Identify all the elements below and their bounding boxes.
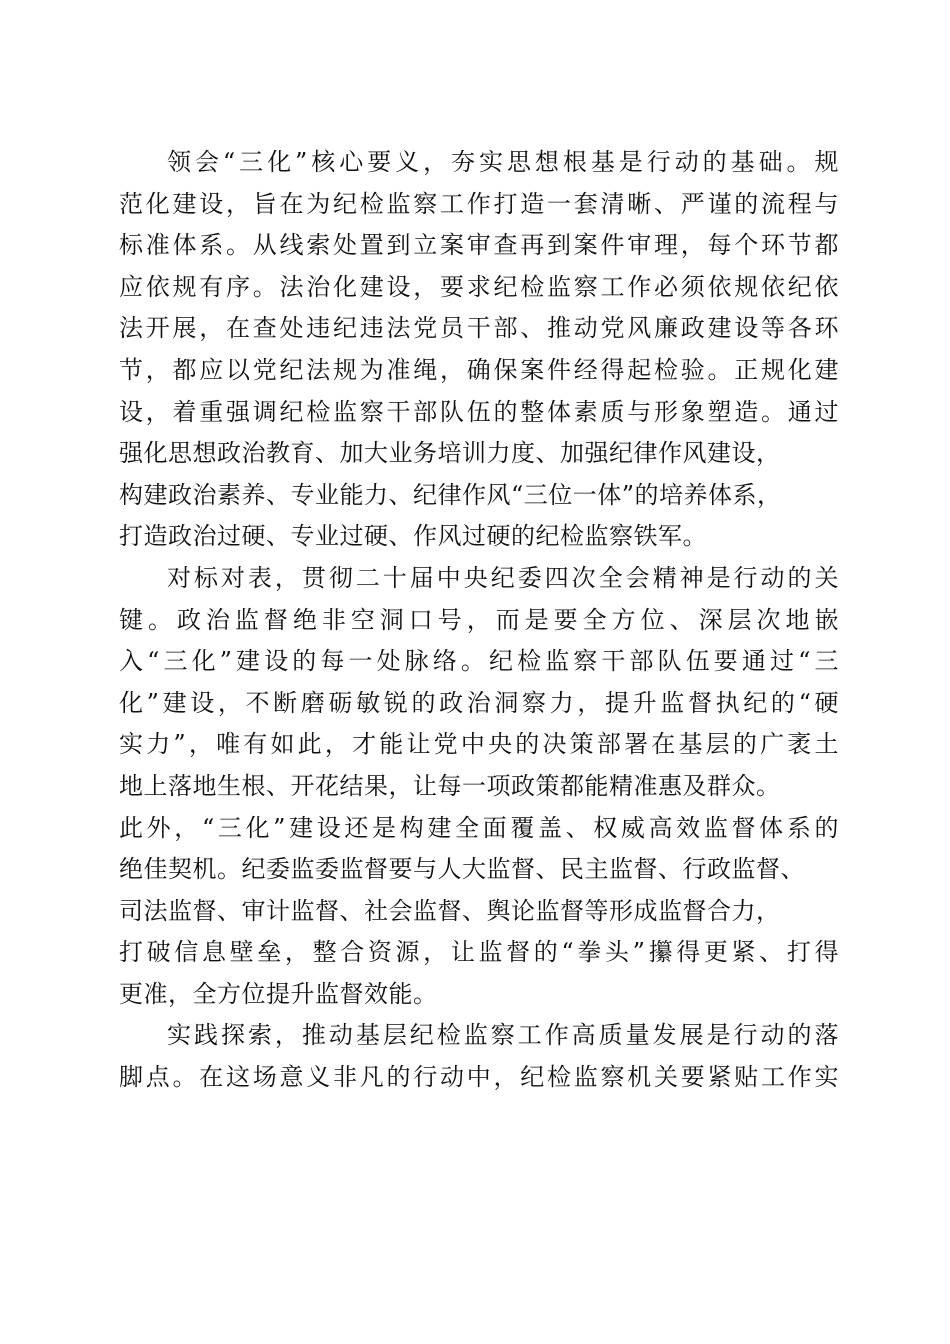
text-line: 范化建设，旨在为纪检监察工作打造一套清晰、严谨的流程与 (119, 189, 839, 218)
text-line: 法开展，在查处违纪违法党员干部、推动党风廉政建设等各环 (119, 314, 839, 343)
text-line: 实力”，唯有如此，才能让党中央的决策部署在基层的广袤土 (119, 730, 839, 759)
text-line: 入“三化”建设的每一处脉络。纪检监察干部队伍要通过“三 (119, 647, 839, 676)
text-line: 键。政治监督绝非空洞口号，而是要全方位、深层次地嵌 (119, 605, 839, 634)
text-line: 更准，全方位提升监督效能。 (119, 979, 438, 1008)
text-line: 应依规有序。法治化建设，要求纪检监察工作必须依规依纪依 (119, 272, 839, 301)
text-line: 此外，“三化”建设还是构建全面覆盖、权威高效监督体系的 (119, 813, 839, 842)
text-line: 化”建设，不断磨砺敏锐的政治洞察力，提升监督执纪的“硬 (119, 688, 839, 717)
text-line: 实践探索，推动基层纪检监察工作高质量发展是行动的落 (167, 1021, 839, 1050)
text-line: 打破信息壁垒，整合资源，让监督的“拳头”攥得更紧、打得 (119, 938, 839, 967)
text-line: 标准体系。从线索处置到立案审查再到案件审理，每个环节都 (119, 231, 839, 260)
text-line: 绝佳契机。纪委监委监督要与人大监督、民主监督、行政监督、 (119, 855, 805, 884)
text-line: 节，都应以党纪法规为准绳，确保案件经得起检验。正规化建 (119, 355, 839, 384)
text-line: 打造政治过硬、专业过硬、作风过硬的纪检监察铁军。 (119, 522, 707, 551)
text-line: 对标对表，贯彻二十届中央纪委四次全会精神是行动的关 (167, 563, 839, 592)
paragraph-1 (119, 142, 839, 558)
text-line: 司法监督、审计监督、社会监督、舆论监督等形成监督合力， (119, 896, 781, 925)
document-body (119, 142, 839, 1099)
text-line: 设，着重强调纪检监察干部队伍的整体素质与形象塑造。通过 (119, 397, 839, 426)
text-line: 地上落地生根、开花结果，让每一项政策都能精准惠及群众。 (119, 771, 781, 800)
text-line: 强化思想政治教育、加大业务培训力度、加强纪律作风建设， (119, 439, 781, 468)
text-line: 领会“三化”核心要义，夯实思想根基是行动的基础。规 (167, 148, 839, 176)
paragraph-2 (119, 558, 839, 1016)
text-line: 脚点。在这场意义非凡的行动中，纪检监察机关要紧贴工作实 (119, 1063, 839, 1092)
paragraph-3 (119, 1015, 839, 1098)
text-line: 构建政治素养、专业能力、纪律作风“三位一体”的培养体系， (119, 480, 782, 509)
